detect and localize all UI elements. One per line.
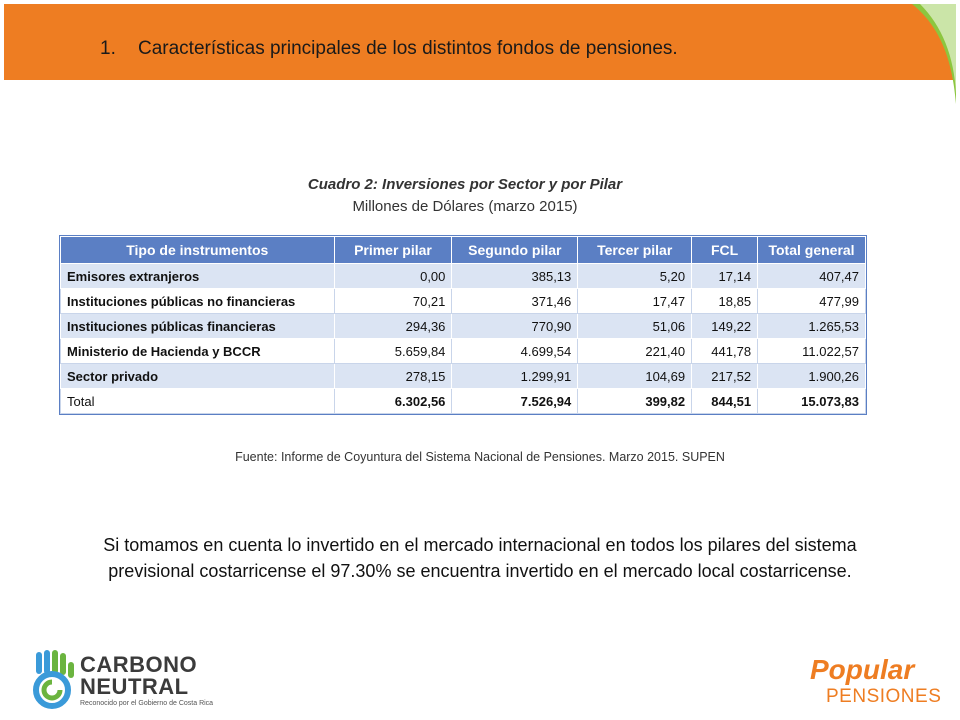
table-cell: Sector privado [61, 364, 335, 389]
table-cell: 149,22 [692, 314, 758, 339]
neutral-word: NEUTRAL [80, 674, 189, 699]
table-cell: 51,06 [578, 314, 692, 339]
column-header: Tercer pilar [578, 237, 692, 264]
table-cell: 4.699,54 [452, 339, 578, 364]
title-number: 1. [100, 38, 116, 59]
table-cell: 0,00 [334, 264, 452, 289]
table-cell: 17,47 [578, 289, 692, 314]
table-cell: 70,21 [334, 289, 452, 314]
table-cell: 294,36 [334, 314, 452, 339]
table-cell: Ministerio de Hacienda y BCCR [61, 339, 335, 364]
table-subtitle: Millones de Dólares (marzo 2015) [352, 198, 578, 215]
table-cell: 7.526,94 [452, 389, 578, 414]
table-cell: 18,85 [692, 289, 758, 314]
table-cell: 1.299,91 [452, 364, 578, 389]
table-row [61, 289, 866, 314]
table-cell: 17,14 [692, 264, 758, 289]
table-cell: Instituciones públicas no financieras [61, 289, 335, 314]
table-cell: 217,52 [692, 364, 758, 389]
carbono-tagline: Reconocido por el Gobierno de Costa Rica [80, 700, 214, 707]
carbono-neutral-logo [30, 648, 214, 712]
table-cell: 15.073,83 [758, 389, 866, 414]
title-text: Características principales de los distintos fondos de pensiones. [138, 38, 678, 59]
carbono-word: CARBONO [80, 652, 198, 677]
column-header: Primer pilar [334, 237, 452, 264]
table-cell: 399,82 [578, 389, 692, 414]
table-cell: 11.022,57 [758, 339, 866, 364]
pensiones-word: PENSIONES [826, 686, 942, 707]
source-note: Fuente: Informe de Coyuntura del Sistema Nacional de Pensiones. Marzo 2015. SUPEN [235, 450, 725, 464]
table-cell: 371,46 [452, 289, 578, 314]
column-header: FCL [692, 237, 758, 264]
table-cell: Instituciones públicas financieras [61, 314, 335, 339]
popular-word: Popular [810, 654, 915, 685]
table-cell: 278,15 [334, 364, 452, 389]
table-row [61, 314, 866, 339]
hand-leaf-icon [30, 648, 76, 712]
table-row [61, 364, 866, 389]
table-cell: 1.265,53 [758, 314, 866, 339]
table-cell: 407,47 [758, 264, 866, 289]
page-title [100, 38, 678, 60]
table-row [61, 339, 866, 364]
table-cell: 5.659,84 [334, 339, 452, 364]
conclusion-paragraph: Si tomamos en cuenta lo invertido en el mercado internacional en todos los pilares del sistema previsional costarricense el 97.30% se encuentra invertido en el mercado local costarricense. [103, 535, 857, 581]
table-title: Cuadro 2: Inversiones por Sector y por Pilar [307, 176, 623, 193]
table-cell: 477,99 [758, 289, 866, 314]
table-cell: 770,90 [452, 314, 578, 339]
table-total-row [61, 389, 866, 414]
table-cell: 221,40 [578, 339, 692, 364]
table-cell: Emisores extranjeros [61, 264, 335, 289]
table-cell: 6.302,56 [334, 389, 452, 414]
table-cell: 104,69 [578, 364, 692, 389]
column-header: Total general [758, 237, 866, 264]
table-cell: 844,51 [692, 389, 758, 414]
popular-pensiones-logo [790, 654, 950, 710]
column-header: Tipo de instrumentos [61, 237, 335, 264]
table-cell: Total [61, 389, 335, 414]
table-cell: 385,13 [452, 264, 578, 289]
table-cell: 5,20 [578, 264, 692, 289]
column-header: Segundo pilar [452, 237, 578, 264]
investments-table [60, 236, 866, 414]
table-cell: 441,78 [692, 339, 758, 364]
header-swoosh-decoration [892, 4, 956, 104]
table-header-row [61, 237, 866, 264]
table-row [61, 264, 866, 289]
table-cell: 1.900,26 [758, 364, 866, 389]
